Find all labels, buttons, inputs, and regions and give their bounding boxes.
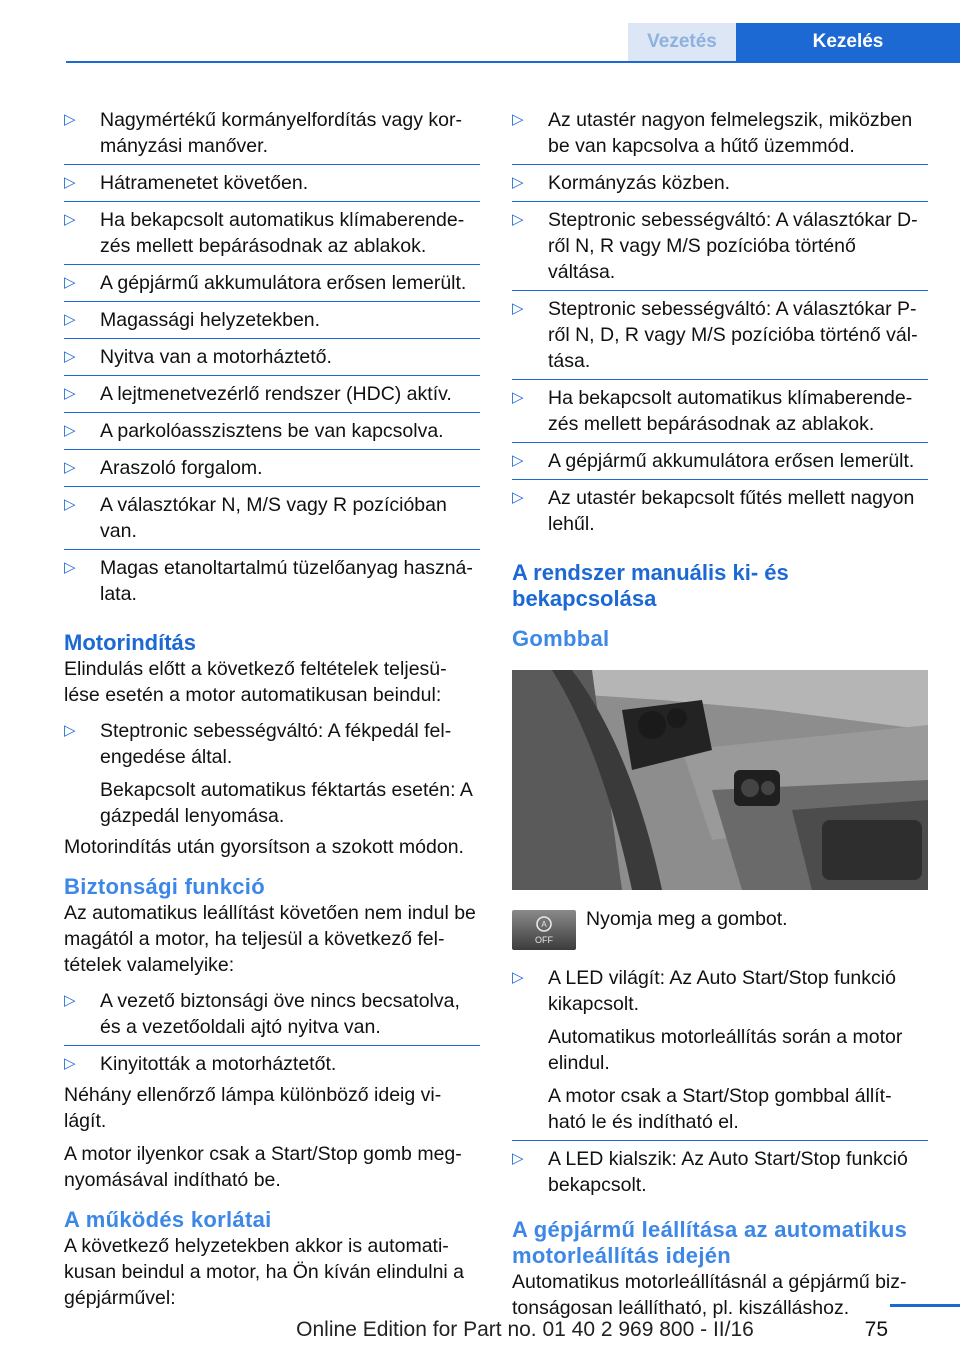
tab-kezeles[interactable]: Kezelés bbox=[736, 23, 960, 61]
dashboard-photo bbox=[512, 670, 928, 890]
list-item-text: Kinyitották a motorháztetőt. bbox=[100, 1053, 337, 1075]
triangle-bullet-icon: ▷ bbox=[64, 174, 76, 191]
triangle-bullet-icon: ▷ bbox=[64, 348, 76, 365]
list-item bbox=[64, 412, 480, 449]
button-caption: Nyomja meg a gombot. bbox=[586, 908, 788, 930]
triangle-bullet-icon: ▷ bbox=[64, 211, 76, 228]
list-item-text: A LED kialszik: Az Auto Start/Stop funkció bekapcsolt. bbox=[548, 1148, 908, 1196]
page-number: 75 bbox=[864, 1318, 888, 1341]
page-header bbox=[0, 23, 960, 63]
list-item-text: A lejtmenetvezérlő rendszer (HDC) aktív. bbox=[100, 383, 452, 405]
list-item-text: Steptronic sebességváltó: A fékpedál fel-engedése által. bbox=[100, 720, 452, 768]
svg-text:OFF: OFF bbox=[535, 935, 553, 945]
list-item-text: Steptronic sebességváltó: A választókar P-ről N, D, R vagy M/S pozícióba történő vál-tása. bbox=[548, 298, 918, 372]
list-item bbox=[512, 442, 928, 479]
header-rule bbox=[66, 61, 960, 63]
list-item-text: Bekapcsolt automatikus féktartás esetén: A gázpedál lenyomása. bbox=[100, 779, 472, 827]
triangle-bullet-icon: ▷ bbox=[64, 496, 76, 513]
footer-rule bbox=[890, 1304, 960, 1307]
list-item-text: Az utastér bekapcsolt fűtés mellett nagyon lehűl. bbox=[548, 487, 915, 535]
triangle-bullet-icon: ▷ bbox=[64, 422, 76, 439]
triangle-bullet-icon: ▷ bbox=[64, 274, 76, 291]
safety-list bbox=[64, 983, 480, 1082]
list-item bbox=[64, 1045, 480, 1082]
triangle-bullet-icon: ▷ bbox=[64, 992, 76, 1009]
triangle-bullet-icon: ▷ bbox=[512, 300, 524, 317]
conditions-list-right bbox=[512, 102, 928, 542]
auto-start-stop-button-icon bbox=[512, 910, 576, 950]
safety-text-1: Néhány ellenőrző lámpa különböző ideig vi-lágít. bbox=[64, 1084, 442, 1132]
triangle-bullet-icon: ▷ bbox=[64, 1055, 76, 1072]
motor-start-intro: Elindulás előtt a következő feltételek teljesü-lése esetén a motor automatikusan beindul: bbox=[64, 658, 447, 706]
list-item-text: Kormányzás közben. bbox=[548, 172, 731, 194]
list-item bbox=[64, 983, 480, 1045]
safety-text-2: A motor ilyenkor csak a Start/Stop gomb meg-nyomásával indítható be. bbox=[64, 1143, 462, 1191]
park-heading: A gépjármű leállítása az automatikus motorleállítás idején bbox=[512, 1217, 908, 1268]
list-item bbox=[64, 338, 480, 375]
list-item-text: A gépjármű akkumulátora erősen lemerült. bbox=[100, 272, 467, 294]
limits-text: A következő helyzetekben akkor is automati-kusan beindul a motor, ha Ön kíván elindulni a gépjárművel: bbox=[64, 1235, 465, 1309]
list-item-text: Magas etanoltartalmú tüzelőanyag haszná-lata. bbox=[100, 557, 473, 605]
park-text: Automatikus motorleállításnál a gépjármű biz-tonságosan leállítható, pl. kiszálláshoz. bbox=[512, 1271, 907, 1319]
list-item bbox=[512, 102, 928, 164]
triangle-bullet-icon: ▷ bbox=[64, 559, 76, 576]
triangle-bullet-icon: ▷ bbox=[512, 211, 524, 228]
list-item-text: A vezető biztonsági öve nincs becsatolva, és a vezetőoldali ajtó nyitva van. bbox=[100, 990, 460, 1038]
list-item bbox=[64, 102, 480, 164]
triangle-bullet-icon: ▷ bbox=[512, 452, 524, 469]
list-item-text: A gépjármű akkumulátora erősen lemerült. bbox=[548, 450, 915, 472]
motor-start-after: Motorindítás után gyorsítson a szokott módon. bbox=[64, 836, 464, 858]
triangle-bullet-icon: ▷ bbox=[64, 111, 76, 128]
triangle-bullet-icon: ▷ bbox=[512, 174, 524, 191]
motor-start-list bbox=[64, 713, 480, 834]
list-item bbox=[64, 549, 480, 612]
triangle-bullet-icon: ▷ bbox=[64, 311, 76, 328]
triangle-bullet-icon: ▷ bbox=[512, 969, 524, 986]
list-item-text: A motor csak a Start/Stop gombbal állít-ható le és indítható el. bbox=[548, 1085, 892, 1133]
list-item-text: Ha bekapcsolt automatikus klímaberende-zés mellett bepárásodnak az ablakok. bbox=[548, 387, 913, 435]
list-item-text: A LED világít: Az Auto Start/Stop funkció kikapcsolt. bbox=[548, 967, 896, 1015]
right-column bbox=[512, 102, 928, 1321]
list-item bbox=[64, 486, 480, 549]
left-column bbox=[64, 102, 480, 1311]
list-item-text: Araszoló forgalom. bbox=[100, 457, 263, 479]
list-item bbox=[512, 1140, 928, 1203]
list-item-text: Nagymértékű kormányelfordítás vagy kor-mányzási manőver. bbox=[100, 109, 462, 157]
list-item bbox=[64, 713, 480, 834]
list-item-text: Ha bekapcsolt automatikus klímaberende-zés mellett bepárásodnak az ablakok. bbox=[100, 209, 465, 257]
list-item bbox=[512, 201, 928, 290]
list-item bbox=[512, 290, 928, 379]
list-item-text: A választókar N, M/S vagy R pozícióban van. bbox=[100, 494, 447, 542]
list-item-text: Magassági helyzetekben. bbox=[100, 309, 321, 331]
list-item-text: Steptronic sebességváltó: A választókar D-ről N, R vagy M/S pozícióba történő váltása. bbox=[548, 209, 918, 283]
triangle-bullet-icon: ▷ bbox=[64, 385, 76, 402]
triangle-bullet-icon: ▷ bbox=[512, 1150, 524, 1167]
triangle-bullet-icon: ▷ bbox=[512, 489, 524, 506]
led-list bbox=[512, 960, 928, 1203]
list-item-text: Az utastér nagyon felmelegszik, miközben be van kapcsolva a hűtő üzemmód. bbox=[548, 109, 913, 157]
steering-column-illustration bbox=[512, 670, 928, 890]
list-item-text: A parkolóasszisztens be van kapcsolva. bbox=[100, 420, 444, 442]
list-item bbox=[64, 375, 480, 412]
triangle-bullet-icon: ▷ bbox=[512, 389, 524, 406]
list-item bbox=[64, 164, 480, 201]
edition-footer: Online Edition for Part no. 01 40 2 969 800 - II/16 bbox=[296, 1318, 754, 1341]
manual-heading: A rendszer manuális ki- és bekapcsolása bbox=[512, 560, 789, 611]
list-item bbox=[64, 449, 480, 486]
button-heading: Gombbal bbox=[512, 626, 610, 651]
list-item bbox=[64, 301, 480, 338]
svg-text:A: A bbox=[541, 920, 547, 929]
list-item-text: Hátramenetet követően. bbox=[100, 172, 309, 194]
conditions-list-left bbox=[64, 102, 480, 612]
motor-start-heading: Motorindítás bbox=[64, 630, 196, 655]
triangle-bullet-icon: ▷ bbox=[512, 111, 524, 128]
list-item bbox=[512, 164, 928, 201]
triangle-bullet-icon: ▷ bbox=[64, 722, 76, 739]
tab-vezetes[interactable]: Vezetés bbox=[628, 23, 736, 61]
list-item bbox=[64, 264, 480, 301]
list-item bbox=[512, 379, 928, 442]
list-item bbox=[64, 201, 480, 264]
list-item-text: Nyitva van a motorháztető. bbox=[100, 346, 332, 368]
list-item bbox=[512, 960, 928, 1140]
list-item bbox=[512, 479, 928, 542]
limits-heading: A működés korlátai bbox=[64, 1207, 272, 1232]
safety-heading: Biztonsági funkció bbox=[64, 874, 265, 899]
triangle-bullet-icon: ▷ bbox=[64, 459, 76, 476]
safety-intro: Az automatikus leállítást követően nem indul be magától a motor, ha teljesül a következő fel-tételek valamelyike: bbox=[64, 902, 476, 976]
list-item-text: Automatikus motorleállítás során a motor elindul. bbox=[548, 1026, 903, 1074]
